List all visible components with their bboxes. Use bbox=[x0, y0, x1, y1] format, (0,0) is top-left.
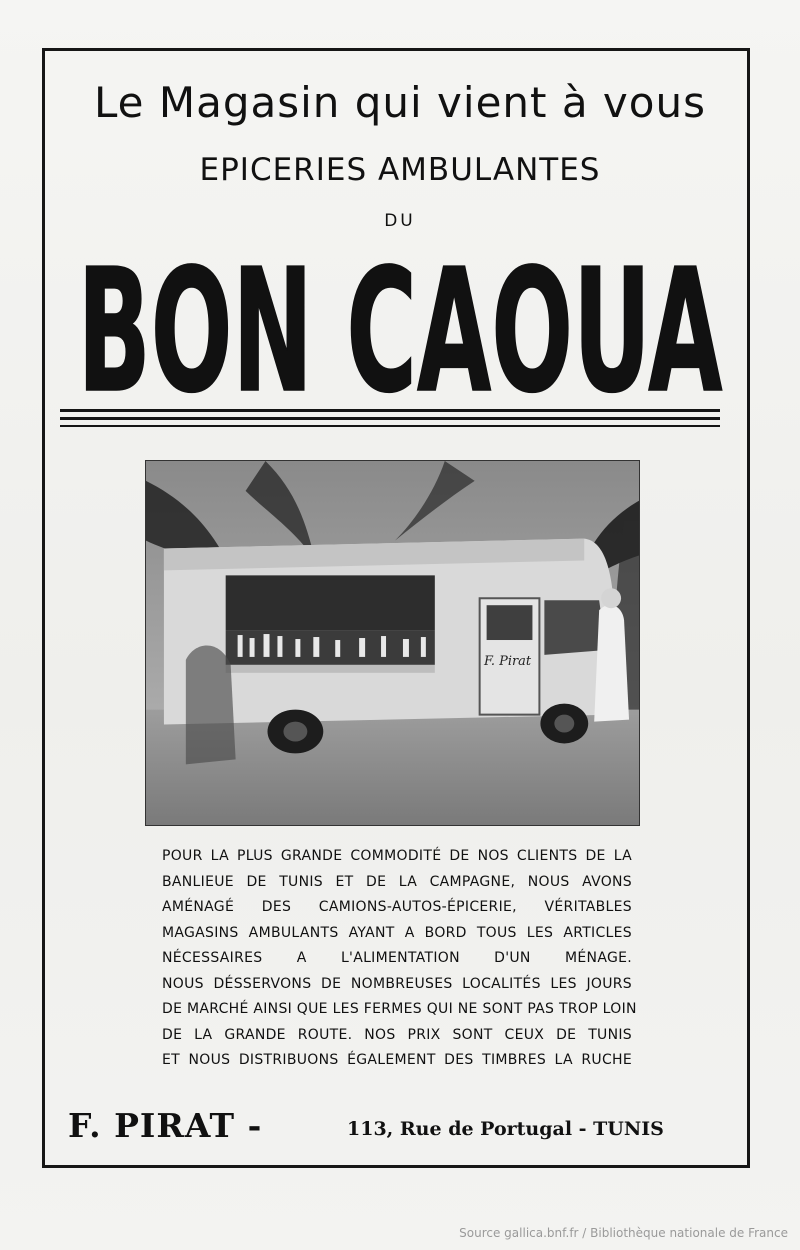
subtitle: EPICERIES AMBULANTES bbox=[199, 152, 601, 188]
source-note: Source gallica.bnf.fr / Bibliothèque nationale de France bbox=[459, 1226, 788, 1240]
body-line: AMÉNAGÉ DES CAMIONS-AUTOS-ÉPICERIE, VÉRITABLES bbox=[162, 899, 632, 915]
body-text bbox=[162, 844, 637, 1074]
du-label: DU bbox=[384, 211, 416, 231]
title-rule-middle bbox=[60, 417, 720, 420]
body-line: NÉCESSAIRES A L'ALIMENTATION D'UN MÉNAGE. bbox=[162, 950, 632, 966]
headline: Le Magasin qui vient à vous bbox=[94, 78, 706, 127]
truck-lettering: F. Pirat bbox=[483, 653, 532, 669]
footer-address: 113, Rue de Portugal - TUNIS bbox=[347, 1118, 664, 1140]
body-line: BANLIEUE DE TUNIS ET DE LA CAMPAGNE, NOUS AVONS bbox=[162, 873, 632, 890]
body-line: POUR LA PLUS GRANDE COMMODITÉ DE NOS CLIENTS DE LA bbox=[162, 848, 632, 864]
brand-title bbox=[70, 242, 730, 407]
body-line: NOUS DÉSSERVONS DE NOMBREUSES LOCALITÉS LES JOURS bbox=[162, 975, 632, 992]
title-rule-top bbox=[60, 409, 720, 412]
brand-title-text: BON CAOUA bbox=[77, 242, 723, 407]
title-rule-bottom bbox=[60, 425, 720, 427]
body-line: ET NOUS DISTRIBUONS ÉGALEMENT DES TIMBRES LA RUCHE bbox=[162, 1052, 632, 1068]
truck-photo bbox=[145, 460, 640, 826]
truck-photo-illustration bbox=[146, 461, 639, 825]
body-line: MAGASINS AMBULANTS AYANT A BORD TOUS LES ARTICLES bbox=[162, 924, 632, 941]
body-line: DE LA GRANDE ROUTE. NOS PRIX SONT CEUX DE TUNIS bbox=[162, 1026, 632, 1043]
body-line: DE MARCHÉ AINSI QUE LES FERMES QUI NE SONT PAS TROP LOIN bbox=[162, 1001, 637, 1017]
footer-name: F. PIRAT - bbox=[68, 1106, 263, 1145]
